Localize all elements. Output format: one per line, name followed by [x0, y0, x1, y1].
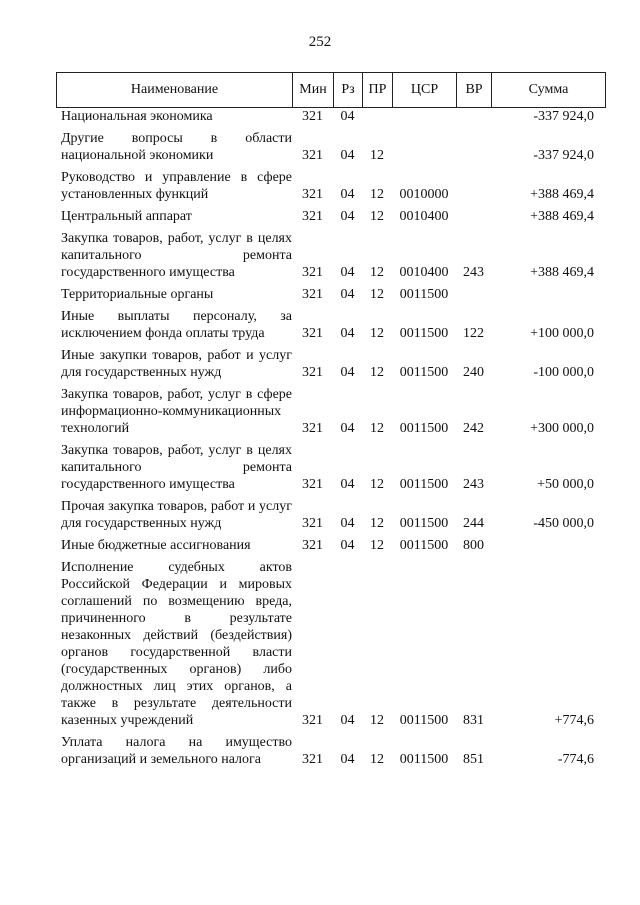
row-rz: 04 [340, 326, 355, 341]
row-rz: 04 [340, 538, 355, 553]
row-csr: 0010400 [399, 265, 449, 280]
row-pr: 12 [370, 148, 384, 163]
table-header [56, 72, 606, 108]
row-sum: +300 000,0 [530, 421, 594, 436]
row-min: 321 [302, 365, 323, 380]
row-pr: 12 [370, 713, 384, 728]
row-min: 321 [302, 516, 323, 531]
row-name: Иные бюджетные ассигнования [61, 538, 251, 553]
row-sum: +388 469,4 [530, 187, 594, 202]
row-rz: 04 [340, 148, 355, 163]
table-row [56, 537, 606, 554]
row-min: 321 [302, 265, 323, 280]
row-pr: 12 [370, 752, 384, 767]
row-min: 321 [302, 209, 323, 224]
row-csr: 0011500 [399, 287, 449, 302]
row-rz: 04 [340, 516, 355, 531]
row-vr: 243 [463, 265, 484, 280]
row-sum: -450 000,0 [533, 516, 594, 531]
row-vr: 244 [463, 516, 484, 531]
row-min: 321 [302, 187, 323, 202]
row-sum: +774,6 [554, 713, 594, 728]
row-min: 321 [302, 477, 323, 492]
row-pr: 12 [370, 265, 384, 280]
table-row [56, 286, 606, 303]
table-row [56, 208, 606, 225]
row-csr: 0011500 [399, 713, 449, 728]
row-min: 321 [302, 326, 323, 341]
header-sum: Сумма [491, 73, 606, 107]
row-rz: 04 [340, 187, 355, 202]
row-pr: 12 [370, 538, 384, 553]
row-rz: 04 [340, 713, 355, 728]
row-csr: 0010400 [399, 209, 449, 224]
row-sum: -337 924,0 [533, 148, 594, 163]
row-pr: 12 [370, 477, 384, 492]
row-sum: +100 000,0 [530, 326, 594, 341]
row-min: 321 [302, 713, 323, 728]
row-name: Иные выплаты персоналу, за исключением фонда оплаты труда [61, 309, 292, 341]
table-row [56, 559, 606, 729]
row-csr: 0010000 [399, 187, 449, 202]
row-sum: -774,6 [557, 752, 594, 767]
header-rz: Рз [333, 73, 362, 107]
row-name: Другие вопросы в области национальной экономики [61, 131, 292, 163]
row-vr: 851 [463, 752, 484, 767]
row-rz: 04 [340, 752, 355, 767]
row-pr: 12 [370, 421, 384, 436]
row-name: Национальная экономика [61, 109, 213, 124]
row-csr: 0011500 [399, 516, 449, 531]
row-name: Закупка товаров, работ, услуг в сфере информационно-коммуникационных технологий [61, 387, 292, 436]
row-pr: 12 [370, 516, 384, 531]
table-row [56, 386, 606, 437]
row-vr: 240 [463, 365, 484, 380]
row-rz: 04 [340, 265, 355, 280]
row-vr: 800 [463, 538, 484, 553]
row-vr: 831 [463, 713, 484, 728]
header-csr: ЦСР [392, 73, 456, 107]
row-pr: 12 [370, 287, 384, 302]
row-rz: 04 [340, 365, 355, 380]
table-row [56, 169, 606, 203]
table-body [56, 108, 606, 773]
row-csr: 0011500 [399, 365, 449, 380]
table-row [56, 130, 606, 164]
row-rz: 04 [340, 209, 355, 224]
row-name: Прочая закупка товаров, работ и услуг для государственных нужд [61, 499, 292, 531]
row-name: Закупка товаров, работ, услуг в целях капитального ремонта государственного имущества [61, 231, 292, 280]
row-min: 321 [302, 752, 323, 767]
row-sum: +388 469,4 [530, 209, 594, 224]
row-rz: 04 [340, 421, 355, 436]
row-csr: 0011500 [399, 326, 449, 341]
table-row [56, 498, 606, 532]
table-row [56, 230, 606, 281]
page-number: 252 [308, 34, 332, 50]
row-pr: 12 [370, 209, 384, 224]
header-pr: ПР [362, 73, 392, 107]
row-name: Территориальные органы [61, 287, 214, 302]
row-vr: 242 [463, 421, 484, 436]
row-sum: +50 000,0 [537, 477, 594, 492]
header-name: Наименование [56, 73, 292, 107]
row-name: Исполнение судебных актов Российской Федерации и мировых соглашений по возмещению вреда, причиненного в результате незаконных действий (бездействия) органов государственной власти (государственных органов) либо должностных лиц этих органов, а также в результате деятельности казенных учреждений [61, 560, 292, 728]
table-row [56, 347, 606, 381]
row-name: Уплата налога на имущество организаций и земельного налога [61, 735, 292, 767]
row-min: 321 [302, 109, 323, 124]
table-row [56, 108, 606, 125]
row-min: 321 [302, 287, 323, 302]
row-csr: 0011500 [399, 477, 449, 492]
row-csr: 0011500 [399, 421, 449, 436]
header-min: Мин [292, 73, 333, 107]
row-sum: -100 000,0 [533, 365, 594, 380]
table-row [56, 734, 606, 768]
row-name: Иные закупки товаров, работ и услуг для государственных нужд [61, 348, 292, 380]
row-rz: 04 [340, 287, 355, 302]
row-vr: 122 [463, 326, 484, 341]
row-csr: 0011500 [399, 752, 449, 767]
table-row [56, 442, 606, 493]
row-name: Закупка товаров, работ, услуг в целях капитального ремонта государственного имущества [61, 443, 292, 492]
row-min: 321 [302, 538, 323, 553]
row-min: 321 [302, 421, 323, 436]
table-row [56, 308, 606, 342]
row-rz: 04 [340, 477, 355, 492]
row-rz: 04 [340, 109, 355, 124]
row-vr: 243 [463, 477, 484, 492]
row-pr: 12 [370, 187, 384, 202]
row-pr: 12 [370, 326, 384, 341]
row-name: Центральный аппарат [61, 209, 192, 224]
row-sum: +388 469,4 [530, 265, 594, 280]
row-sum: -337 924,0 [533, 109, 594, 124]
row-min: 321 [302, 148, 323, 163]
row-pr: 12 [370, 365, 384, 380]
row-csr: 0011500 [399, 538, 449, 553]
header-vr: ВР [456, 73, 491, 107]
row-name: Руководство и управление в сфере установленных функций [61, 170, 292, 202]
